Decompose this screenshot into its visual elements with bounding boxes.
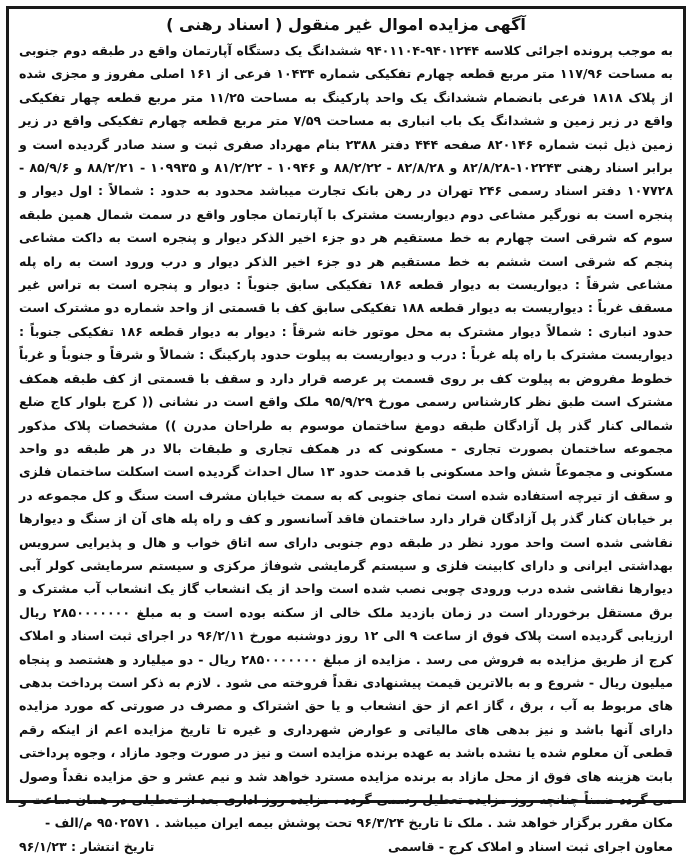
notice-body-text: به موجب پرونده اجرائی کلاسه ۹۴۰۱۲۴۴-۹۴۰۱۱۰۴ ششدانگ یک دستگاه آپارتمان واقع در طبقه دوم جنوبی به مساحت ۱۱۷/۹۶ متر مربع قطعه چهارم تفکیکی شماره ۱۰۴۳۴ فرعی از ۱۶۱ اصلی مفروز و مجزی شده از پلاک ۱۸۱۸ فرعی بانضمام ششدانگ یک واحد پارکینگ به مساحت ۱۱/۲۵ متر مربع قطعه چهار تفکیکی واقع در زیر زمین و ششدانگ یک باب انباری به مساحت ۷/۵۹ متر مربع قطعه چهارم تفکیکی واقع در زیر زمین ذیل ثبت شماره ۸۲۰۱۴۶ صفحه ۴۴۴ دفتر ۲۳۸۸ بنام مهرداد صفری ثبت و سند صادر گردیده است و برابر اسناد رهنی ۱۰۲۲۴۳-۸۲/۸/۲۸ و ۸۲/۸/۲۸ - ۸۸/۲/۲۲ و ۱۰۹۴۶ - ۸۱/۲/۲۲ و ۱۰۹۹۳۵ - ۸۸/۲/۲۱ و ۸۵/۹/۶ - ۱۰۷۷۲۸ دفتر اسناد رسمی ۲۴۶ تهران در رهن بانک تجارت میباشد محدود به حدود : شمالاً : اول دیوار و پنجره است به نورگیر مشاعی دوم دیواربست مشترک با آپارتمان مجاور واقع در سمت شمال همین طبقه سوم که شرقی است چهارم به خط مستقیم هر دو جزء اخیر الذکر دیوار و پنجره است به داکت مشاعی پنجم که شرقی است ششم به خط مستقیم هر دو جزء اخیر الذکر دیوار و درب ورود است به راه پله مشاعی شرقاً : دیواریست به دیوار قطعه ۱۸۶ تفکیکی سابق جنوباً : دیوار و پنجره است به تراس غیر مسقف غرباً : دیواریست به دیوار قطعه ۱۸۸ تفکیکی سابق کف با قسمتی از واحد شماره دو مشترک است حدود انباری : شمالاً دیوار مشترک به محل موتور خانه شرقاً : دیوار به دیوار قطعه ۱۸۶ تفکیکی جنوباً : دیواریست مشترک با راه پله غرباً : درب و دیواریست به پیلوت حدود پارکینگ : شمالاً و شرقاً و جنوباً و غرباً خطوط مفروض به پیلوت کف بر روی قسمت پر عرصه قرار دارد و سقف با قسمتی از کف طبقه همکف مشترک است طبق نظر کارشناس رسمی مورخ ۹۵/۹/۲۹ ملک واقع است در نشانی (( کرج بلوار کاج ضلع شمالی کنار گذر پل آزادگان طبقه دومغ ساختمان موسوم به طراحان مدرن )) مشخصات پلاک مذکور مجموعه ساختمان بصورت تجاری - مسکونی که در همکف تجاری و طبقات بالا در هر طبقه دو واحد مسکونی و مجموعاً شش واحد مسکونی با قدمت حدود ۱۳ سال احداث گردیده است اسکلت ساختمان فلزی و سقف از تیرچه استفاده شده است نمای جنوبی که به سمت خیابان مشرف است سنگ و کل مجموعه در بر خیابان کنار گذر پل آزادگان قرار دارد ساختمان فاقد آسانسور و کف و راه پله های آن از سنگ و دیوارها نقاشی شده است واحد مورد نظر در طبقه دوم جنوبی دارای سه اتاق خواب و هال و پذیرایی سرویس بهداشتی ایرانی و دارای کابینت فلزی و سیستم گرمایشی شوفاژ مرکزی و سیستم سرمایشی کولر آبی دیوارها نقاشی شده درب ورودی چوبی نصب شده است واحد از یک انشعاب گاز یک انشعاب آب مشترک و برق مستقل برخوردار است در زمان بازدید ملک خالی از سکنه بوده است و به مبلغ ۲۸۵۰۰۰۰۰۰۰ ریال ارزیابی گردیده است پلاک فوق از ساعت ۹ الی ۱۲ روز دوشنبه مورخ ۹۶/۲/۱۱ در اجرای ثبت اسناد و املاک کرج از طریق مزایده به فروش می رسد . مزایده از مبلغ ۲۸۵۰۰۰۰۰۰۰ ریال - دو میلیارد و هشتصد و پنجاه میلیون ریال - شروع و به بالاترین قیمت پیشنهادی نقداً فروخته می شود . لازم به ذکر است پرداخت بدهی های مربوط به آب ، برق ، گاز اعم از حق انشعاب و یا حق اشتراک و مصرف در صورتی که مورد مزایده دارای آنها باشد و نیز بدهی های مالیاتی و عوارض شهرداری و غیره تا تاریخ مزایده اعم از اینکه رقم قطعی آن معلوم شده یا نشده باشد به عهده برنده مزایده است و نیز در صورت وجود مازاد ، وجوه پرداختی بابت هزینه های فوق از محل مازاد به برنده مزایده مسترد خواهد شد و نیم عشر و حق مزایده نقداً وصول می گردد ضمناً چنانچه روز مزایده تعطیل رسمی گردد ، مزایده روز اداری بعد از تعطیلی در همان ساعت و مکان مقرر برگزار خواهد شد . ملک تا تاریخ ۹۶/۳/۲۴ تحت پوشش بیمه ایران میباشد . ۹۵۰۲۵۷۱ م/الف -: [19, 43, 674, 831]
notice-body: [19, 39, 673, 835]
publish-date: تاریخ انتشار : ۹۶/۱/۲۳: [19, 838, 155, 854]
auction-notice: [6, 6, 686, 854]
signature-line: معاون اجرای ثبت اسناد و املاک کرج - قاسمی: [387, 838, 673, 854]
notice-footer: [19, 835, 673, 858]
notice-title: آگهی مزایده اموال غیر منقول ( اسناد رهنی ): [166, 15, 526, 34]
